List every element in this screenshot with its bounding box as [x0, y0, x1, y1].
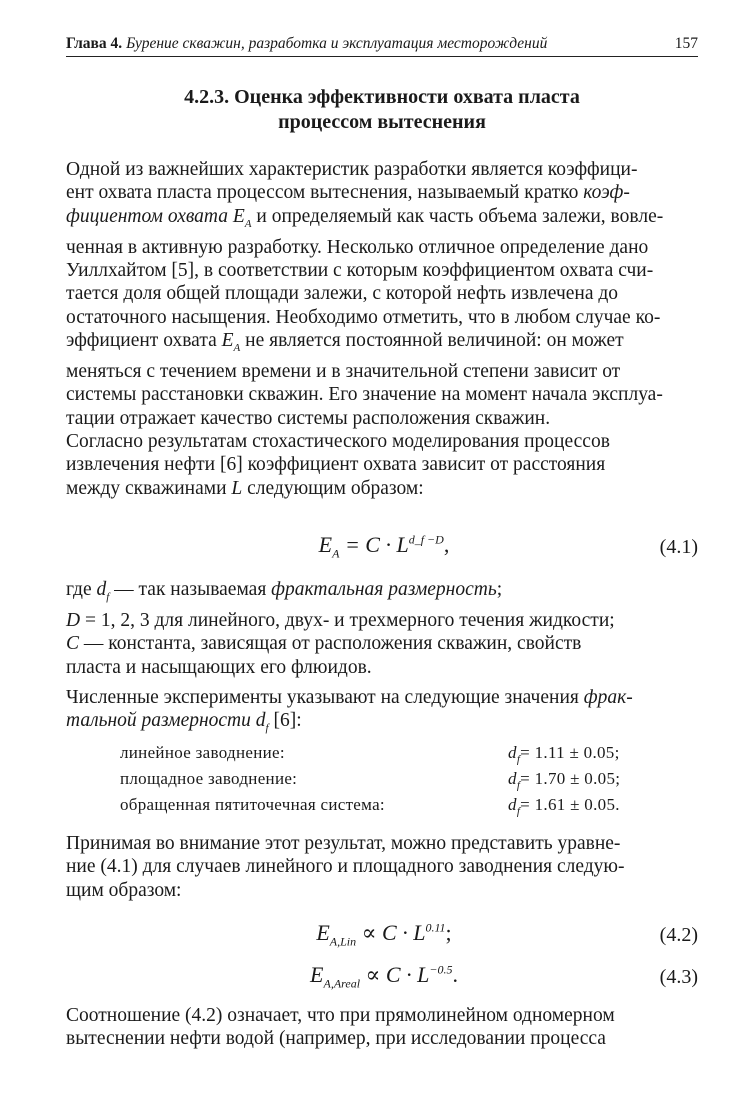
equation-4-2-number: (4.2) — [659, 924, 698, 946]
row-label: линейное заводнение: — [120, 743, 285, 762]
equation-4-3-body: $E_{A,Areal} \propto C \cdot L^{-0.5}$. — [310, 962, 458, 991]
p1-line: остаточного насыщения. Необходимо отметить, что в любом случае ко- — [66, 306, 661, 328]
equation-4-1 — [66, 532, 702, 566]
header-chapter — [66, 34, 547, 54]
section-title-line-1: 4.2.3. Оценка эффективности охвата пласта — [184, 86, 580, 108]
p2-line: Согласно результатам стохастического моделирования процессов — [66, 431, 610, 452]
section-title — [66, 85, 698, 135]
p1-line: Одной из важнейших характеристик разработки является коэффици- — [66, 159, 638, 180]
paragraph-4 — [66, 832, 702, 902]
row-value: $d_f= 1.70 \pm 0.05$; — [508, 769, 621, 792]
p5-line: Соотношение (4.2) означает, что при прямолинейном одномерном — [66, 1005, 615, 1026]
page-number: 157 — [674, 35, 698, 52]
p2-line: извлечения нефти [6] коэффициент охвата зависит от расстояния — [66, 454, 606, 476]
p1-line: тается доля общей площади залежи, с которой нефть извлечена до — [66, 283, 619, 305]
definition-c: C — константа, зависящая от расположения скважин, свойств — [66, 633, 582, 655]
paragraph-3 — [66, 686, 702, 740]
definitions — [66, 578, 702, 679]
p1-line: Уиллхайтом [5], в соответствии с которым коэффициентом охвата счи- — [66, 260, 654, 282]
p1-line: системы расстановки скважин. Его значение на момент начала эксплуа- — [66, 384, 663, 406]
definition-c-cont: пласта и насыщающих его флюидов. — [66, 656, 372, 678]
definition-df: где $d_f$ — так называемая фрактальная размерность; — [66, 579, 503, 603]
equation-4-1-body: $E_A = C \cdot L^{d\_f -D}$, — [318, 532, 450, 561]
p1-line: меняться с течением времени и в значительной степени зависит от — [66, 361, 621, 383]
p1-line: ченная в активную разработку. Несколько отличное определение дано — [66, 236, 649, 258]
row-value: $d_f= 1.11 \pm 0.05$; — [508, 743, 620, 766]
header-chapter-label: Глава 4. — [66, 35, 123, 52]
running-header — [66, 34, 698, 57]
equation-4-2-body: $E_{A,Lin} \propto C \cdot L^{0.11}$; — [316, 920, 452, 949]
equation-4-1-number: (4.1) — [659, 536, 698, 558]
p1-line: ент охвата пласта процессом вытеснения, называемый кратко коэф- — [66, 182, 630, 204]
p1-line: эффициент охвата $E_A$ не является постоянной величиной: он может — [66, 329, 624, 354]
definition-d: D = 1, 2, 3 для линейного, двух- и трехмерного течения жидкости; — [66, 610, 615, 632]
row-value: $d_f= 1.61 \pm 0.05$. — [508, 795, 620, 818]
row-label: обращенная пятиточечная система: — [120, 795, 385, 814]
p2-line: между скважинами L следующим образом: — [66, 477, 424, 499]
p3-line: Численные эксперименты указывают на следующие значения фрак- — [66, 687, 633, 708]
equation-4-2 — [66, 920, 702, 954]
p5-line: вытеснении нефти водой (например, при исследовании процесса — [66, 1028, 606, 1050]
p1-line: тации отражает качество системы расположения скважин. — [66, 407, 551, 429]
p3-line: тальной размерности $d_f$ [6]: — [66, 710, 302, 735]
p4-line: щим образом: — [66, 879, 182, 901]
header-chapter-title: Бурение скважин, разработка и эксплуатация месторождений — [126, 35, 548, 52]
table-row — [120, 740, 680, 766]
paragraph-5 — [66, 1004, 702, 1051]
table-row — [120, 792, 680, 818]
paragraph-2 — [66, 430, 702, 500]
p4-line: Принимая во внимание этот результат, можно представить уравне- — [66, 833, 621, 854]
p1-line: фициентом охвата $E_A$ и определяемый как часть объема залежи, вовле- — [66, 205, 664, 230]
equation-4-3-number: (4.3) — [659, 966, 698, 988]
row-label: площадное заводнение: — [120, 769, 298, 788]
section-title-line-2: процессом вытеснения — [278, 111, 486, 133]
p4-line: ние (4.1) для случаев линейного и площадного заводнения следую- — [66, 856, 625, 878]
fractal-dimension-table — [120, 740, 680, 818]
equation-4-3 — [66, 962, 702, 996]
paragraph-1 — [66, 158, 702, 430]
table-row — [120, 766, 680, 792]
